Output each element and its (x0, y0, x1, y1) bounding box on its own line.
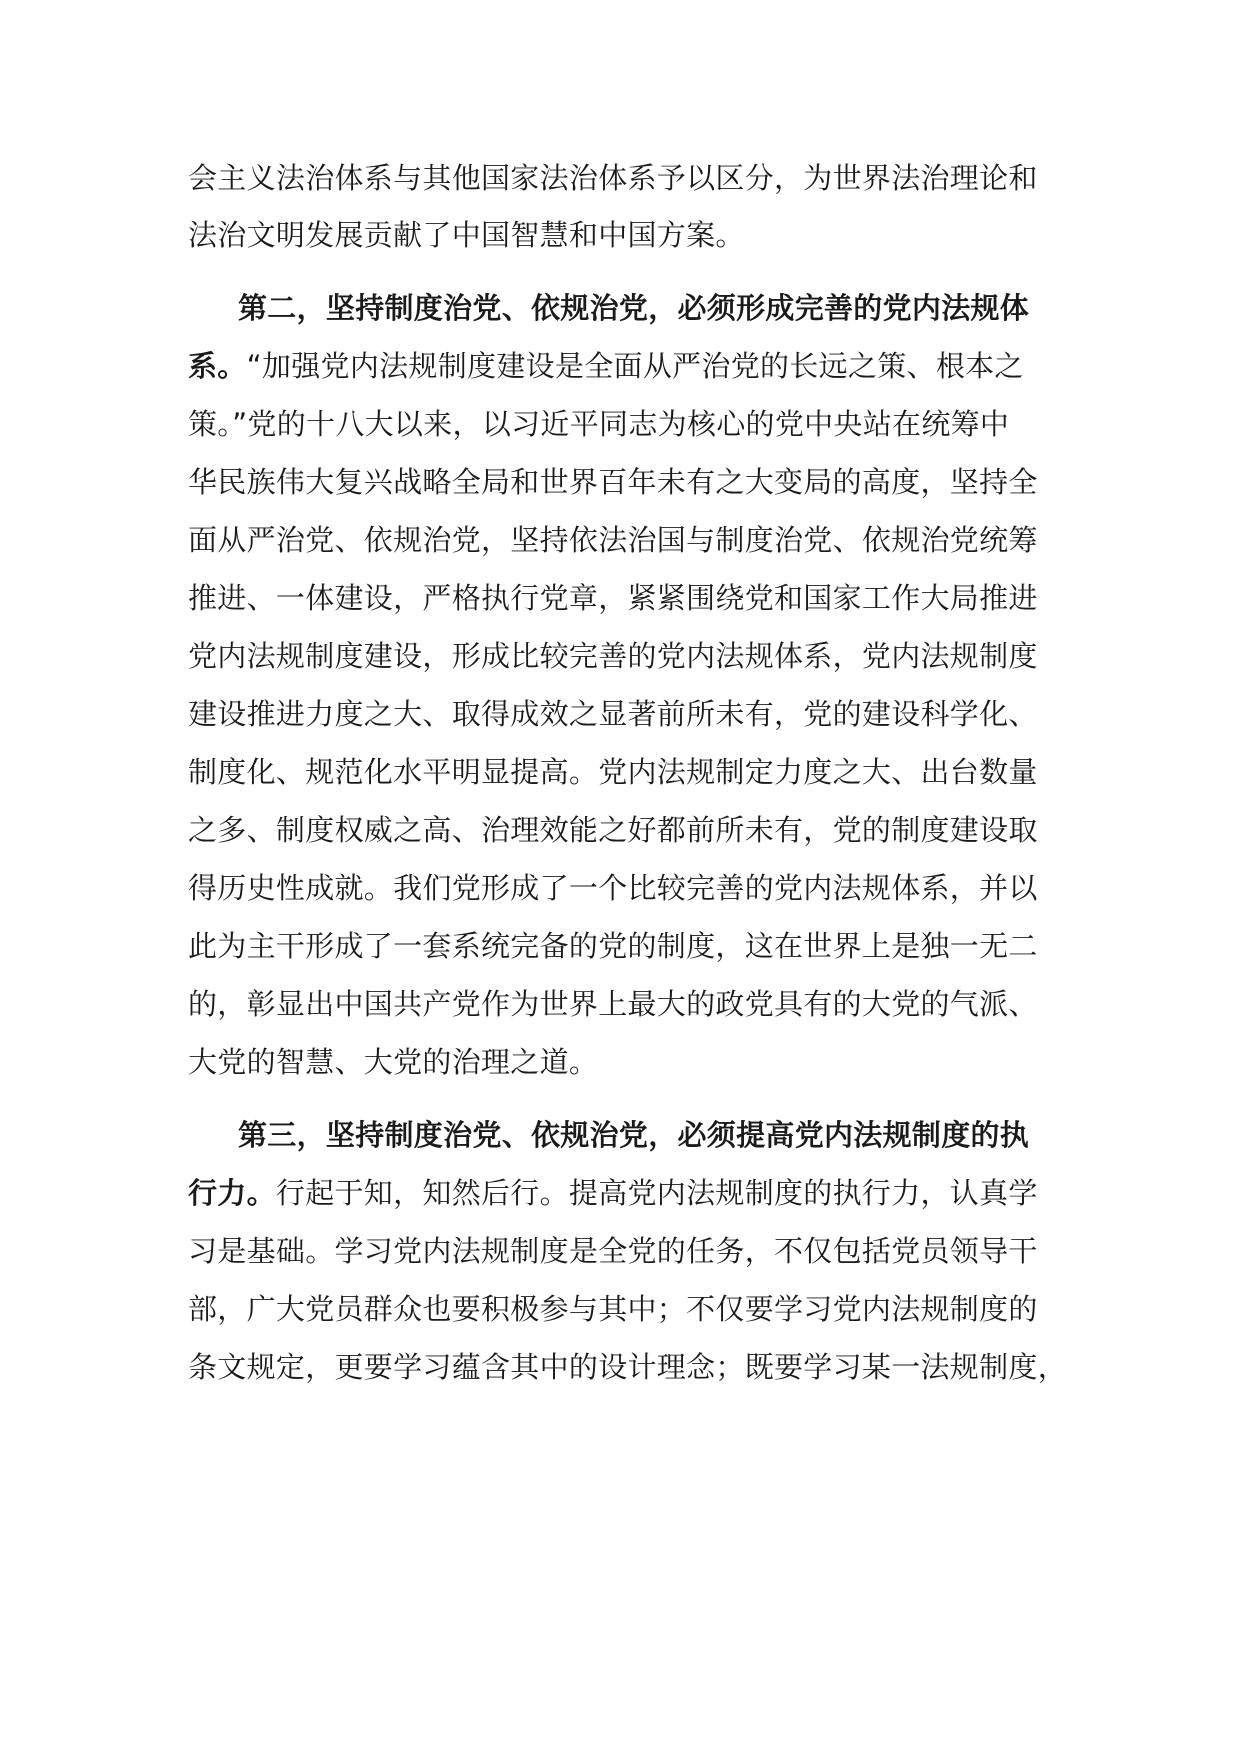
paragraph-line (188, 1042, 598, 1082)
paragraph-line (188, 926, 1038, 966)
paragraph-line (188, 1231, 1038, 1271)
line-text: 面从严治党、依规治党，坚持依法治国与制度治党、依规治党统筹 (188, 523, 1038, 557)
paragraph-line (188, 752, 1038, 792)
paragraph-line (238, 288, 1029, 328)
paragraph-line (188, 578, 1038, 618)
paragraph-line (188, 636, 1038, 676)
section-heading: 第二，坚持制度治党、依规治党，必须形成完善的党内法规体 (238, 291, 1030, 325)
line-text: 法治文明发展贡献了中国智慧和中国方案。 (188, 218, 745, 252)
paragraph-line (188, 520, 1038, 560)
line-text: 策。”党的十八大以来，以习近平同志为核心的党中央站在统筹中 (188, 407, 1010, 441)
line-text: 会主义法治体系与其他国家法治体系予以区分，为世界法治理论和 (188, 161, 1038, 195)
line-text: 制度化、规范化水平明显提高。党内法规制定力度之大、出台数量 (188, 755, 1038, 789)
paragraph-line (188, 462, 1038, 502)
line-text: 习是基础。学习党内法规制度是全党的任务，不仅包括党员领导干 (188, 1234, 1038, 1268)
paragraph-line (188, 158, 1038, 198)
paragraph-line (188, 984, 1038, 1024)
line-text: 大党的智慧、大党的治理之道。 (188, 1045, 599, 1079)
paragraph-line (188, 404, 1009, 444)
line-text: 建设推进力度之大、取得成效之显著前所未有，党的建设科学化、 (188, 697, 1038, 731)
paragraph-line (238, 1115, 1029, 1155)
line-text: 得历史性成就。我们党形成了一个比较完善的党内法规体系，并以 (188, 871, 1038, 905)
paragraph-line (188, 1347, 1067, 1387)
line-text: 党内法规制度建设，形成比较完善的党内法规体系，党内法规制度 (188, 639, 1038, 673)
paragraph-line (188, 1173, 1038, 1213)
paragraph-line (188, 346, 1024, 386)
paragraph-line (188, 215, 745, 255)
section-heading: 第三，坚持制度治党、依规治党，必须提高党内法规制度的执 (238, 1118, 1030, 1152)
line-text: 部，广大党员群众也要积极参与其中；不仅要学习党内法规制度的 (188, 1292, 1038, 1326)
paragraph-line (188, 868, 1038, 908)
paragraph-line (188, 810, 1038, 850)
line-text: 华民族伟大复兴战略全局和世界百年未有之大变局的高度，坚持全 (188, 465, 1038, 499)
line-text: 之多、制度权威之高、治理效能之好都前所未有，党的制度建设取 (188, 813, 1038, 847)
line-text: 条文规定，更要学习蕴含其中的设计理念；既要学习某一法规制度， (188, 1350, 1068, 1384)
line-text: “加强党内法规制度建设是全面从严治党的长远之策、根本之 (246, 349, 1024, 383)
paragraph-line (188, 1289, 1038, 1329)
section-heading: 系。 (188, 349, 247, 383)
line-text: 此为主干形成了一套系统完备的党的制度，这在世界上是独一无二 (188, 929, 1038, 963)
section-heading: 行力。 (188, 1176, 276, 1210)
line-text: 推进、一体建设，严格执行党章，紧紧围绕党和国家工作大局推进 (188, 581, 1038, 615)
paragraph-line (188, 694, 1038, 734)
line-text: 的，彰显出中国共产党作为世界上最大的政党具有的大党的气派、 (188, 987, 1038, 1021)
line-text: 行起于知，知然后行。提高党内法规制度的执行力，认真学 (275, 1176, 1038, 1210)
